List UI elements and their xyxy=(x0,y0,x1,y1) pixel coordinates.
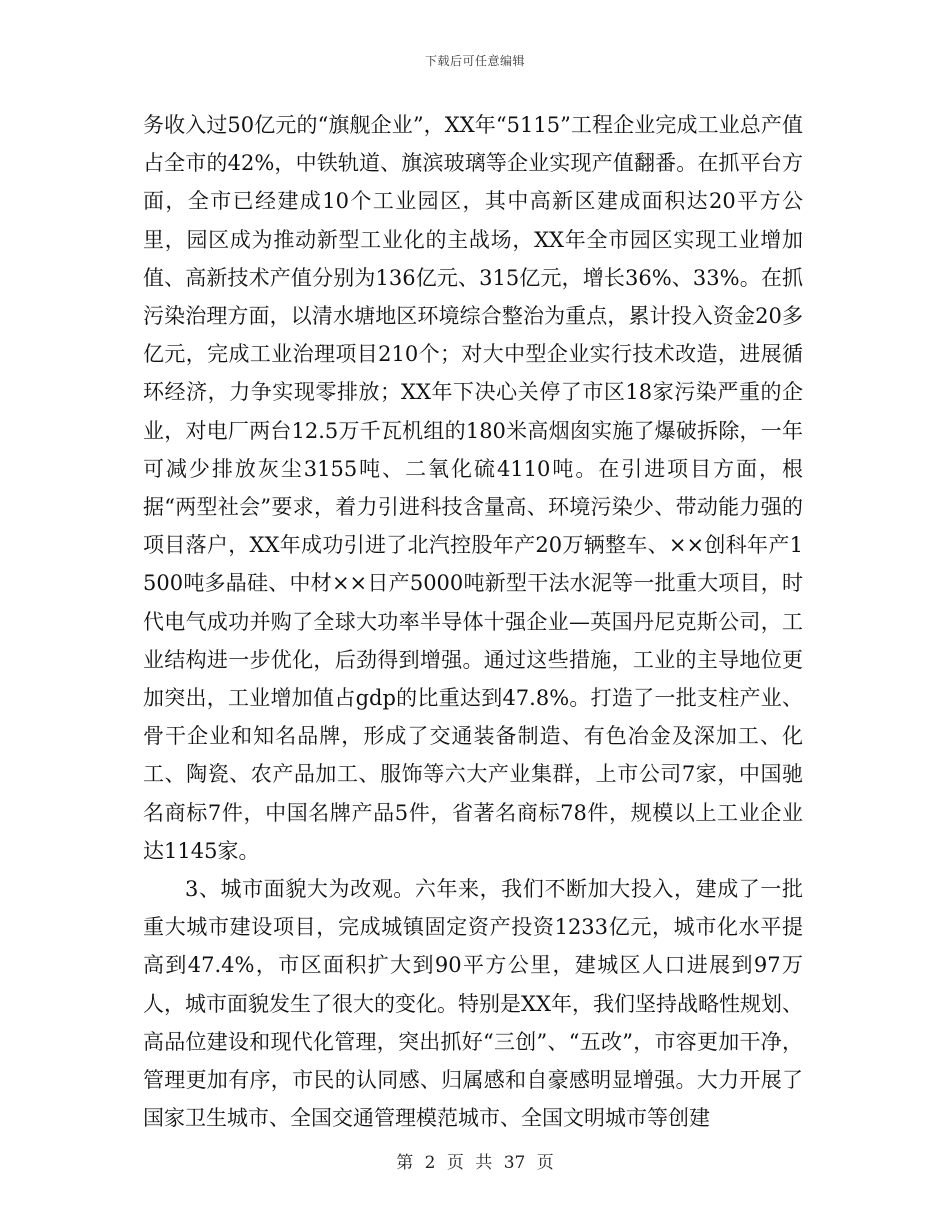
paragraph-city: 3、城市面貌大为改观。六年来，我们不断加大投入，建成了一批重大城市建设项目，完成城镇固定资产投资1233亿元，城市化水平提高到47.4%，市区面积扩大到90平方公里，建城区人口进展到97万人，城市面貌发生了很大的变化。特别是XX年，我们坚持战略性规划、高品位建设和现代化管理，突出抓好“三创”、“五改”，市容更加干净，管理更加有序，市民的认同感、归属感和自豪感明显增强。大力开展了国家卫生城市、全国交通管理模范城市、全国文明城市等创建 xyxy=(143,877,803,1131)
page-footer: 第 2 页 共 37 页 xyxy=(396,1153,554,1173)
page-header: 下载后可任意编辑 xyxy=(424,54,525,68)
document-body xyxy=(143,106,803,1137)
paragraph-industry: 务收入过50亿元的“旗舰企业”，XX年“5115”工程企业完成工业总产值占全市的42%，中铁轨道、旗滨玻璃等企业实现产值翻番。在抓平台方面，全市已经建成10个工业园区，其中高新区建成面积达20平方公里，园区成为推动新型工业化的主战场，XX年全市园区实现工业增加值、高新技术产值分别为136亿元、315亿元，增长36%、33%。在抓污染治理方面，以清水塘地区环境综合整治为重点，累计投入资金20多亿元，完成工业治理项目210个；对大中型企业实行技术改造，进展循环经济，力争实现零排放；XX年下决心关停了市区18家污染严重的企业，对电厂两台12.5万千瓦机组的180米高烟囱实施了爆破拆除，一年可减少排放灰尘3155吨、二氧化硫4110吨。在引进项目方面，根据“两型社会”要求，着力引进科技含量高、环境污染少、带动能力强的项目落户，XX年成功引进了北汽控股年产20万辆整车、××创科年产1500吨多晶硅、中材××日产5000吨新型干法水泥等一批重大项目，时代电气成功并购了全球大功率半导体十强企业—英国丹尼克斯公司，工业结构进一步优化，后劲得到增强。通过这些措施，工业的主导地位更加突出，工业增加值占gdp的比重达到47.8%。打造了一批支柱产业、骨干企业和知名品牌，形成了交通装备制造、有色冶金及深加工、化工、陶瓷、农产品加工、服饰等六大产业集群，上市公司7家，中国驰名商标7件，中国名牌产品5件，省著名商标78件，规模以上工业企业达1145家。 xyxy=(143,113,803,863)
